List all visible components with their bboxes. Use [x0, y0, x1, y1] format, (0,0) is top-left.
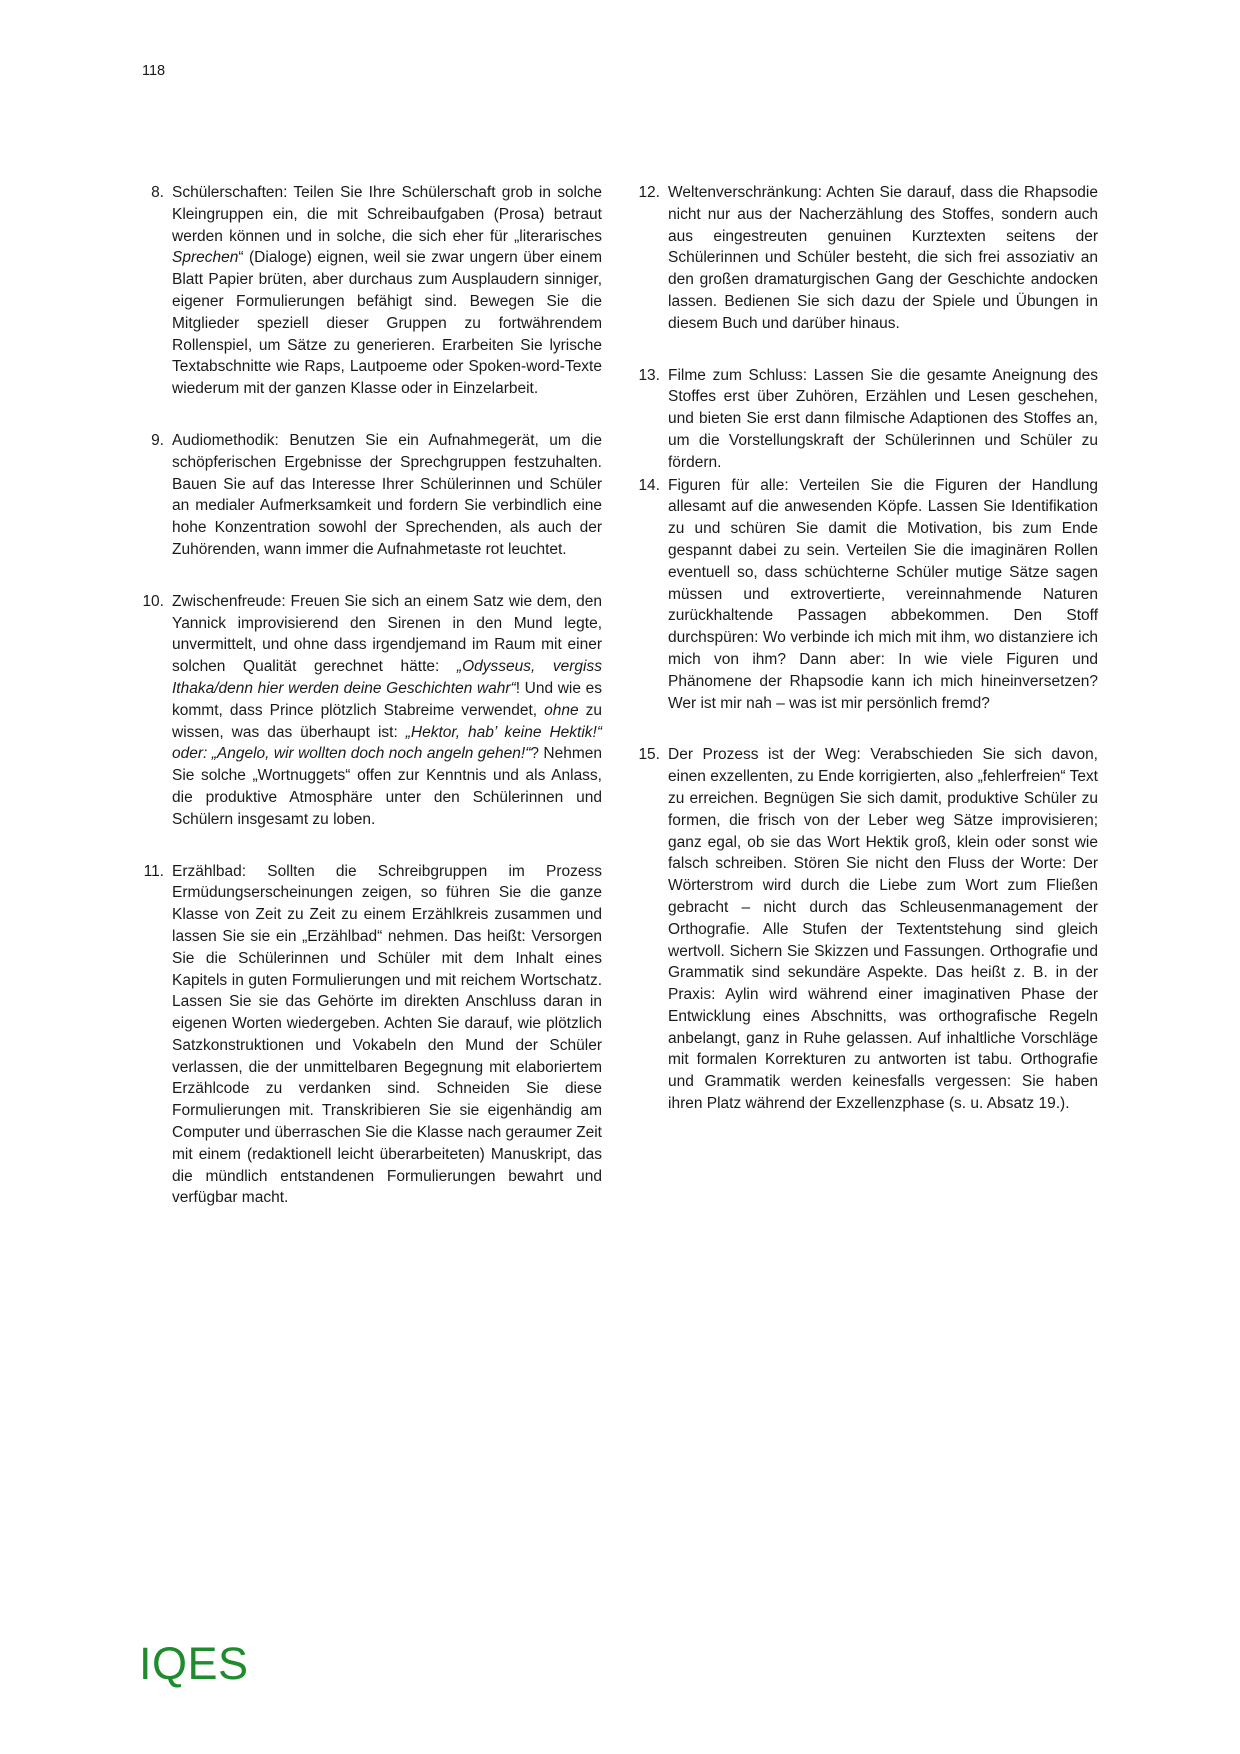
- paragraph-number: 13.: [638, 366, 660, 384]
- paragraph-item: [142, 182, 602, 400]
- paragraph-item: [142, 861, 602, 1210]
- text-segment: zu wissen, was das überhaupt ist:: [172, 701, 602, 741]
- text-segment: Zwischenfreude: Freuen Sie sich an einem Satz wie dem, den Yannick improvisierend den Sirenen in den Mund legte, unvermittelt, und ohne dass irgendjemand im Raum mit einer solchen Qualität gerechnet hätte:: [172, 592, 602, 676]
- paragraph-item: [638, 744, 1098, 1115]
- paragraph-number: 9.: [151, 431, 164, 449]
- paragraph-number: 11.: [143, 862, 164, 880]
- text-segment: Weltenverschränkung: Achten Sie darauf, dass die Rhapsodie nicht nur aus der Nacherzählung des Stoffes, sondern auch aus eingestreuten genuinen Kurztexten seitens der Schülerinnen und Schüler besteht, die sich frei assoziativ an den großen dramaturgischen Gang der Geschichte andocken lassen. Bedienen Sie sich dazu der Spiele und Übungen in diesem Buch und darüber hinaus.: [668, 184, 1098, 332]
- paragraph-text: [668, 365, 1098, 474]
- right-column: [638, 182, 1098, 1209]
- paragraph-text: [172, 430, 602, 561]
- text-segment: ! Und wie es kommt, dass Prince plötzlich Stabreime verwendet,: [172, 679, 602, 719]
- text-segment: Der Prozess ist der Weg: Verabschieden Sie sich davon, einen exzellenten, zu Ende korrigierten, also „fehlerfreien“ Text zu erreichen. Begnügen Sie sich damit, produktive Schüler zu formen, die frisch von der Leber weg Sätze improvisieren; ganz egal, ob sie das Wort Hektik groß, klein oder sonst wie falsch schreiben. Stören Sie nicht den Fluss der Worte: Der Wörterstrom wird durch die Liebe zum Wort zum Fließen gebracht – nicht durch das Schleusenmanagement der Orthografie. Alle Stufen der Textentstehung sind gleich wertvoll. Sichern Sie Skizzen und Fassungen. Orthografie und Grammatik sind sekundäre Aspekte. Das heißt z. B. in der Praxis: Aylin wird während einer imaginativen Phase der Entwicklung eines Abschnitts, was orthografische Regeln anbelangt, ganz in Ruhe gelassen. Auf inhaltliche Vorschläge mit formalen Korrekturen zu antworten ist tabu. Orthografie und Grammatik werden keinesfalls vergessen: Sie haben ihren Platz während der Exzellenzphase (s. u. Absatz 19.).: [668, 746, 1098, 1113]
- page-number: 118: [142, 63, 166, 79]
- paragraph-number: 8.: [151, 184, 164, 201]
- paragraph-item: [638, 182, 1098, 335]
- text-segment: Figuren für alle: Verteilen Sie die Figuren der Handlung allesamt auf die anwesenden Köpfe. Lassen Sie Identifikation zu und schüren Sie damit die Motivation, bis zum Ende gespannt dabei zu sein. Verteilen Sie die imaginären Rollen eventuell so, dass schüchterne Schüler mutige Sätze sagen müssen und extrovertierte, vereinnahmende Naturen zurückhaltende Passagen abbekommen. Den Stoff durchspüren: Wo verbinde ich mich mit ihm, wo distanziere ich mich von ihm? Dann aber: In wie viele Figuren und Phänomene der Rhapsodie kann ich mich hineinversetzen? Wer ist mir nah – was ist mir persönlich fremd?: [668, 476, 1098, 712]
- paragraph-number: 12.: [638, 184, 660, 201]
- paragraph-number: 15.: [638, 746, 660, 764]
- italic-text-segment: „Hektor, hab’ keine Hektik!“ oder: „Angelo, wir wollten doch noch angeln gehen!“: [172, 723, 602, 763]
- paragraph-text: [668, 475, 1098, 715]
- paragraph-item: [142, 591, 602, 831]
- text-segment: Erzählbad: Sollten die Schreibgruppen im Prozess Ermüdungserscheinungen zeigen, so führen Sie die ganze Klasse von Zeit zu Zeit zu einem Erzählkreis zusammen und lassen Sie sie ein „Erzählbad“ nehmen. Das heißt: Versorgen Sie die Schülerinnen und Schüler mit dem Inhalt eines Kapitels in guten Formulierungen und mit reichem Wortschatz. Lassen Sie sie das Gehörte im direkten Anschluss daran in eigenen Worten wiedergeben. Achten Sie darauf, wie plötzlich Satzkonstruktionen und Vokabeln den Mund der Schüler verlassen, die der unmittelbaren Begegnung mit elaboriertem Erzählcode zu verdanken sind. Schneiden Sie diese Formulierungen mit. Transkribieren Sie sie eigenhändig am Computer und überraschen Sie die Klasse nach geraumer Zeit mit einem (redaktionell leicht überarbeiteten) Manuskript, das die mündlich entstandenen Formulierungen bewahrt und verfügbar macht.: [172, 862, 602, 1207]
- italic-text-segment: Sprechen: [172, 249, 239, 267]
- paragraph-number: 10.: [142, 592, 164, 610]
- left-column: [142, 182, 602, 1209]
- italic-text-segment: „Odysseus, vergiss Ithaka/denn hier werden deine Geschichten wahr“: [172, 658, 602, 697]
- paragraph-text: [668, 182, 1098, 335]
- page-content: [142, 182, 1098, 1209]
- paragraph-text: [172, 182, 602, 400]
- iqes-logo: IQES: [139, 1638, 249, 1689]
- text-segment: Audiomethodik: Benutzen Sie ein Aufnahmegerät, um die schöpferischen Ergebnisse der Sprechgruppen festzuhalten. Bauen Sie auf das Interesse Ihrer Schülerinnen und Schüler an medialer Aufmerksamkeit und fordern Sie verbindlich eine hohe Konzentration sowohl der Sprechenden, als auch der Zuhörenden, wann immer die Aufnahmetaste rot leuchtet.: [172, 431, 602, 558]
- text-segment: Schülerschaften: Teilen Sie Ihre Schülerschaft grob in solche Kleingruppen ein, die mit Schreibaufgaben (Prosa) betraut werden können und in solche, die sich eher für „literarisches: [172, 184, 602, 245]
- paragraph-text: [668, 744, 1098, 1115]
- paragraph-item: [142, 430, 602, 561]
- paragraph-text: [172, 591, 602, 831]
- text-segment: Filme zum Schluss: Lassen Sie die gesamte Aneignung des Stoffes erst über Zuhören, Erzählen und Lesen geschehen, und bieten Sie erst dann filmische Adaptionen des Stoffes an, um die Vorstellungskraft der Schülerinnen und Schüler zu fördern.: [668, 366, 1098, 471]
- paragraph-text: [172, 861, 602, 1210]
- paragraph-item: [638, 365, 1098, 474]
- italic-text-segment: ohne: [544, 701, 579, 719]
- paragraph-number: 14.: [638, 476, 660, 494]
- paragraph-item: [638, 475, 1098, 715]
- text-segment: “ (Dialoge) eignen, weil sie zwar ungern über einem Blatt Papier brüten, aber durchaus zum Ausplaudern sinniger, eigener Formulierungen befähigt sind. Bewegen Sie die Mitglieder speziell dieser Gruppen zu fortwährendem Rollenspiel, um Sätze zu generieren. Erarbeiten Sie lyrische Textabschnitte wie Raps, Lautpoeme oder Spoken-word-Texte wiederum mit der ganzen Klasse oder in Einzelarbeit.: [172, 249, 602, 398]
- text-segment: ? Nehmen Sie solche „Wortnuggets“ offen zur Kenntnis und als Anlass, die produktive Atmosphäre unter den Schülerinnen und Schülern insgesamt zu loben.: [172, 745, 602, 828]
